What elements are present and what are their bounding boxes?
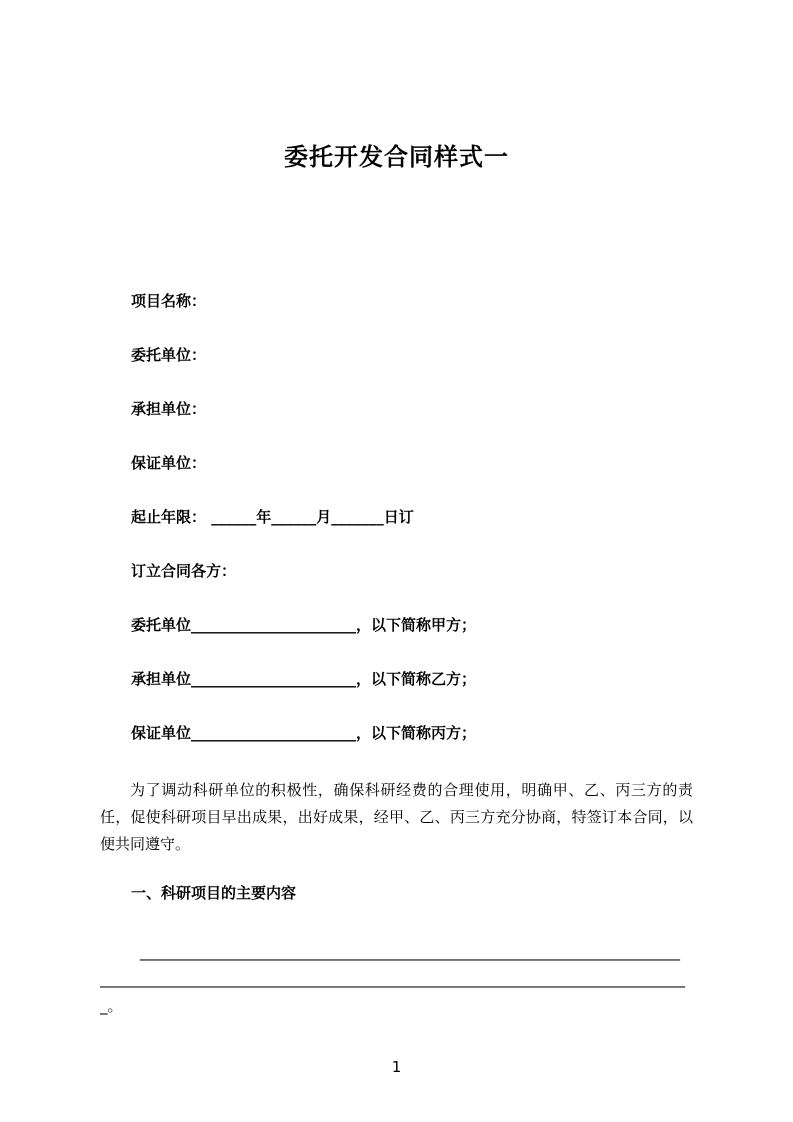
contract-fields <box>100 291 693 743</box>
field-party-b: 承担单位______________________，以下简称乙方； <box>131 670 477 688</box>
fill-in-blank-area <box>100 939 693 1020</box>
field-duration-date: 起止年限： ______年______月_______日订 <box>131 508 414 526</box>
field-contract-parties: 订立合同各方： <box>131 562 237 580</box>
field-entrusting-unit: 委托单位： <box>131 346 207 364</box>
blank-line: _。 <box>100 997 123 1015</box>
page-number: 1 <box>391 1058 402 1076</box>
blank-line: ________________________________________________________________________ <box>140 943 680 961</box>
field-project-name: 项目名称： <box>131 292 207 310</box>
field-party-a: 委托单位______________________，以下简称甲方； <box>131 616 477 634</box>
blank-line: ______________________________________________________________________________ <box>100 970 685 988</box>
field-undertaking-unit: 承担单位： <box>131 400 207 418</box>
field-guarantee-unit: 保证单位： <box>131 454 207 472</box>
intro-paragraph: 为了调动科研单位的积极性，确保科研经费的合理使用，明确甲、乙、丙三方的责任，促使科研项目早出成果，出好成果，经甲、乙、丙三方充分协商，特签订本合同，以便共同遵守。 <box>100 781 693 853</box>
document-title: 委托开发合同样式一 <box>284 143 509 171</box>
section-heading: 一、科研项目的主要内容 <box>131 884 297 902</box>
field-party-c: 保证单位______________________，以下简称丙方； <box>131 724 477 742</box>
